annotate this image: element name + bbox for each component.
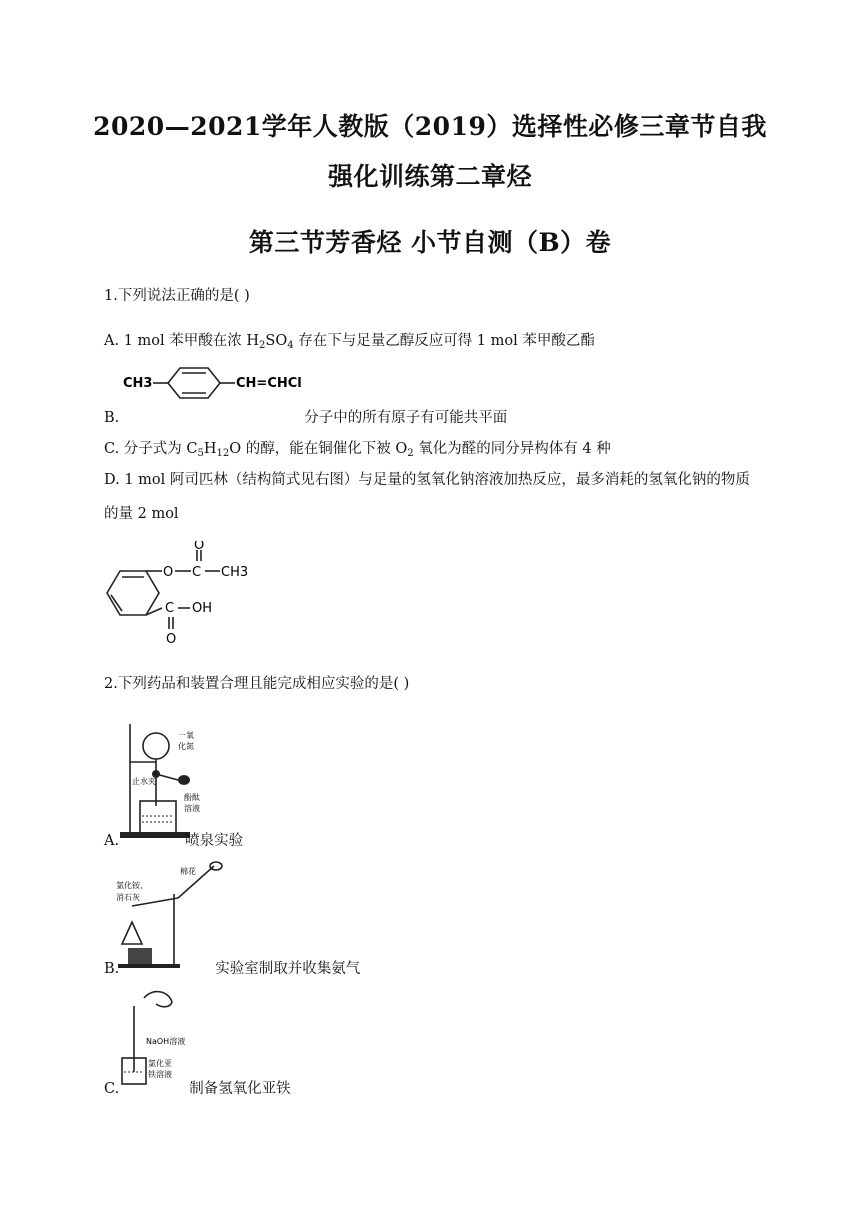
svg-text:氯化亚: 氯化亚 — [148, 1059, 172, 1068]
methyl-label: CH3 — [123, 376, 153, 391]
carboxyl-carbon-label: C — [165, 601, 175, 616]
q1-option-c: C. 分子式为 $C_5H_{12}O$ 的醇，能在铜催化下被 $O_2$ 氧化为醛的同分异构体有 4 种 — [104, 441, 611, 459]
q2-option-a: A. 喷泉实验 — [104, 833, 244, 849]
vinyl-chloride-label: CH=CHCl — [236, 376, 302, 391]
q1-option-d: D. 1 mol 阿司匹林（结构简式见右图）与足量的氢氧化钠溶液加热反应，最多消耗的氢氧化钠的物质的量 2 mol — [104, 472, 750, 522]
carboxyl-oxygen-label: O — [166, 632, 177, 647]
ammonia-apparatus-image — [114, 858, 230, 970]
doc-title-line-2: 强化训练第二章烃 — [327, 162, 532, 191]
q2-option-b: B. 实验室制取并收集氨气 — [104, 961, 361, 977]
svg-text:化氮: 化氮 — [178, 742, 194, 751]
acetyl-methyl-label: CH3 — [221, 565, 249, 580]
svg-text:止水夹: 止水夹 — [132, 777, 156, 786]
doc-title-line-1: 2020—2021学年人教版（2019）选择性必修三章节自我 — [93, 112, 767, 141]
svg-text:消石灰: 消石灰 — [116, 893, 140, 902]
section-title: 第三节芳香烃 小节自测（B）卷 — [248, 228, 612, 257]
carbonyl-oxygen-label: O — [194, 541, 205, 553]
svg-text:酚酞: 酚酞 — [184, 793, 200, 802]
q1-stem: 1.下列说法正确的是( ) — [104, 288, 250, 304]
svg-text:铁溶液: 铁溶液 — [148, 1070, 172, 1079]
q2-stem: 2.下列药品和装置合理且能完成相应实验的是( ) — [104, 676, 410, 692]
hydroxyl-label: OH — [192, 601, 213, 616]
q1-option-b: B. 分子中的所有原子有可能共平面 — [104, 410, 508, 426]
q1-option-a: A. 1 mol 苯甲酸在浓 $H_2SO_4$ 存在下与足量乙醇反应可得 1 mol 苯甲酸乙酯 — [104, 333, 595, 351]
svg-text:氯化铵、: 氯化铵、 — [116, 881, 148, 890]
ester-oxygen-label: O — [163, 565, 174, 580]
svg-text:一氧: 一氧 — [178, 731, 194, 740]
ferrous-hydroxide-apparatus-image — [118, 986, 202, 1090]
hand-icon — [144, 992, 172, 1007]
ester-carbon-label: C — [192, 565, 202, 580]
option-b-structure-image — [120, 362, 310, 404]
aspirin-structure-image — [102, 541, 257, 651]
fountain-apparatus-image — [118, 716, 218, 844]
svg-text:溶液: 溶液 — [184, 804, 200, 813]
svg-text:棉花: 棉花 — [180, 867, 196, 876]
q2-option-c: C. 制备氢氧化亚铁 — [104, 1081, 291, 1097]
svg-text:NaOH溶液: NaOH溶液 — [146, 1037, 186, 1046]
